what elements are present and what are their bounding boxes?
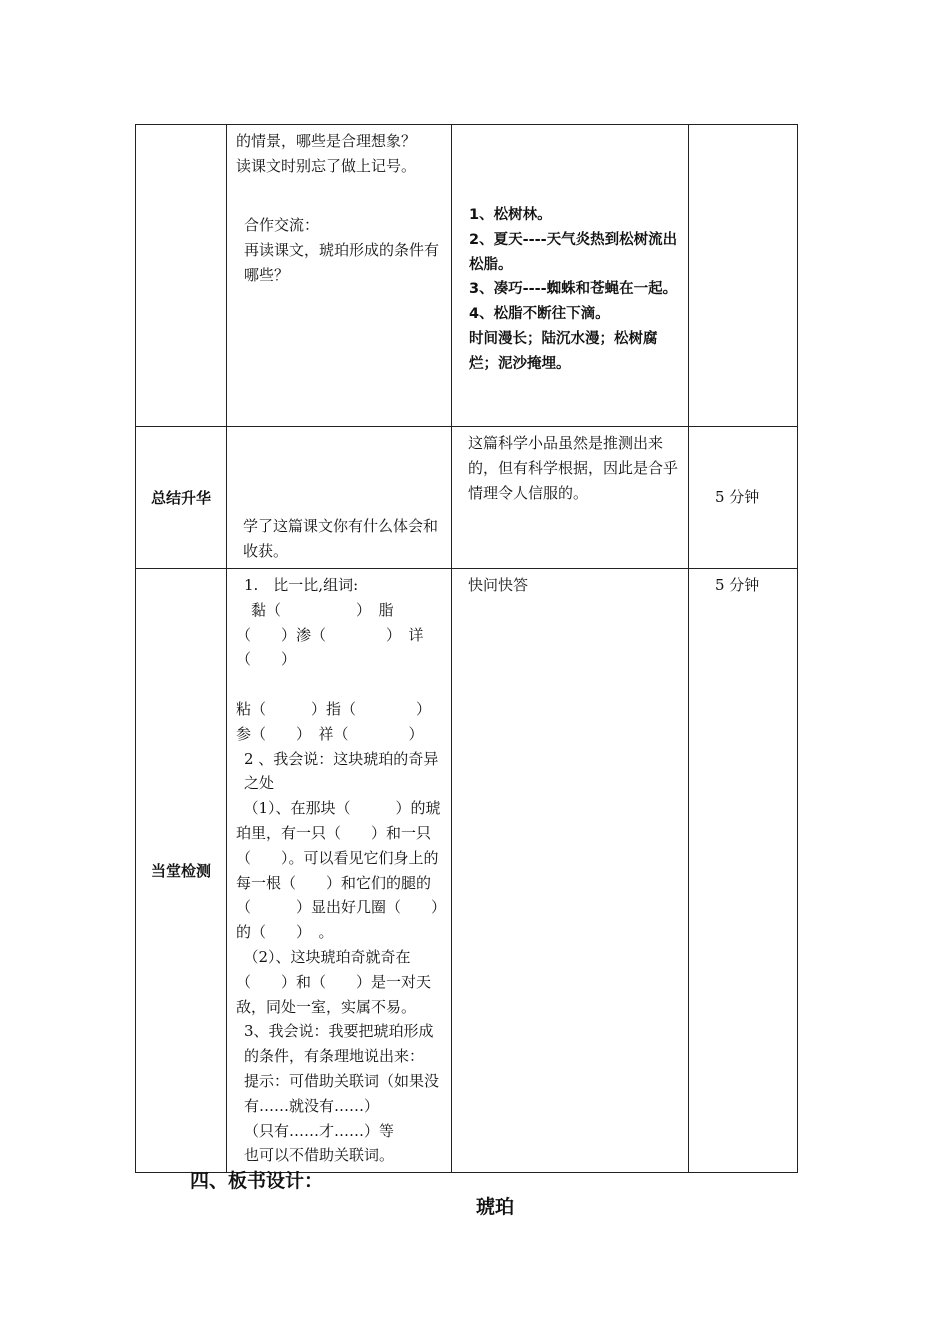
text-line: 3、我会说：我要把琥珀形成的条件，有条理地说出来： <box>244 1022 434 1066</box>
text-line: （2）、这块琥珀奇就奇在（ ）和（ ）是一对天敌，同处一室，实属不易。 <box>236 947 432 1016</box>
row1-label <box>136 125 227 427</box>
row2-time: 5 分钟 <box>715 488 760 507</box>
text-line: 读课文时别忘了做上记号。 <box>236 156 417 175</box>
lesson-plan-table <box>135 124 798 1173</box>
text-line: 1. 比一比,组词: <box>244 576 359 594</box>
answer-line: 4、松脂不断往下滴。 <box>469 306 610 323</box>
text-line: 2 、我会说：这块琥珀的奇异之处 <box>244 749 439 793</box>
row2-label: 总结升华 <box>136 427 227 569</box>
answer-line: 2、夏天----天气炎热到松树流出松脂。 <box>469 231 678 273</box>
row2-content-cell <box>227 427 452 569</box>
text-line: 合作交流： <box>244 216 320 235</box>
text-line: 粘（ ）指（ ）参（ ） 祥（ ） <box>236 699 432 743</box>
row2-time-cell <box>689 427 798 569</box>
row2-answer-cell <box>452 427 689 569</box>
text-line: （1）、在那块（ ）的琥珀里，有一只（ ）和一只（ ）。可以看见它们身上的每一根（ ）和它们的腿的（ ）显出好几圈（ ）的（ ） 。 <box>236 799 441 942</box>
text-line: 的情景，哪些是合理想象？ <box>236 132 417 150</box>
text-line: 也可以不借助关联词。 <box>244 1146 395 1165</box>
text-line: 这篇科学小品虽然是推测出来的，但有科学根据，因此是合乎情理令人信服的。 <box>468 434 679 502</box>
board-title: 琥珀 <box>476 1196 515 1218</box>
row1-content-cell <box>227 125 452 427</box>
row3-time: 5 分钟 <box>715 576 760 594</box>
row3-content-cell <box>227 569 452 1173</box>
table-row <box>136 125 798 427</box>
text-line: 学了这篇课文你有什么体会和收获。 <box>243 517 439 561</box>
table-row <box>136 427 798 569</box>
row1-time <box>689 125 798 427</box>
text-line: 提示：可借助关联词（如果没有……就没有……） <box>244 1071 440 1115</box>
row3-time-cell <box>689 569 798 1173</box>
text-line: 快问快答 <box>468 576 529 594</box>
row3-answer-cell <box>452 569 689 1173</box>
answer-line: 3、凑巧----蜘蛛和苍蝇在一起。 <box>469 281 678 298</box>
answer-line: 1、松树林。 <box>469 207 552 223</box>
table-row <box>136 569 798 1173</box>
text-line: （只有……才……）等 <box>244 1121 395 1140</box>
text-line: 黏（ ） 脂（ ）渗（ ） 详（ ） <box>236 600 424 669</box>
section-heading: 四、板书设计： <box>190 1170 324 1192</box>
row1-answer-cell <box>452 125 689 427</box>
text-line: 再读课文，琥珀形成的条件有哪些？ <box>244 241 440 284</box>
answer-line: 时间漫长；陆沉水漫；松树腐烂；泥沙掩埋。 <box>469 330 658 372</box>
row3-label: 当堂检测 <box>136 569 227 1173</box>
